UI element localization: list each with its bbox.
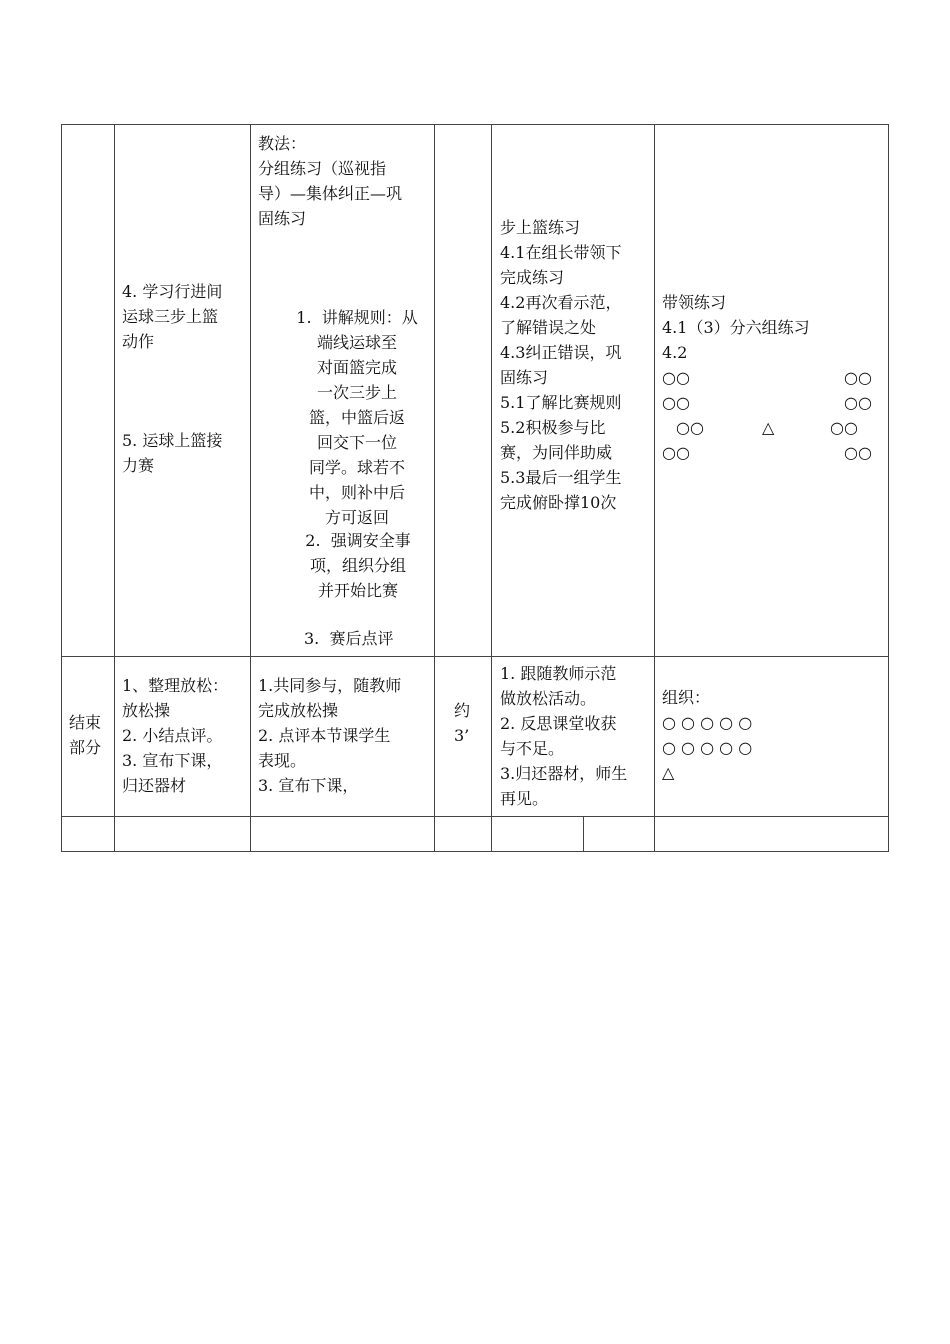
text-line: 4.1在组长带领下 bbox=[500, 243, 622, 262]
text-line: 5.2积极参与比 bbox=[500, 418, 606, 437]
formation-row: ○ ○ ○ ○ ○ bbox=[662, 713, 753, 732]
text-line: 与不足。 bbox=[500, 739, 565, 758]
ending-organization bbox=[662, 685, 752, 785]
rule-3 bbox=[304, 626, 393, 651]
text-line: 5. 运球上篮接 bbox=[122, 431, 223, 450]
text-line: 组织： bbox=[662, 688, 711, 707]
column-divider bbox=[654, 124, 655, 851]
text-line: 完成练习 bbox=[500, 268, 565, 287]
formation-pair: ○○ bbox=[662, 443, 690, 462]
text-line: 1. 跟随教师示范 bbox=[500, 664, 617, 683]
row-divider bbox=[61, 656, 889, 657]
text-line: 结束 bbox=[69, 713, 102, 732]
text-line: 导）—集体纠正—巩 bbox=[258, 184, 403, 203]
text-line: 分组练习（巡视指 bbox=[258, 159, 387, 178]
column-divider bbox=[114, 124, 115, 851]
rule-2 bbox=[283, 528, 433, 603]
table-border-right bbox=[888, 124, 889, 851]
text-line: 方可返回 bbox=[324, 508, 389, 527]
text-line: 带领练习 bbox=[662, 293, 727, 312]
text-line: 动作 bbox=[122, 332, 155, 351]
text-line: 4.3纠正错误，巩 bbox=[500, 343, 622, 362]
formation-pair: ○○ bbox=[844, 443, 872, 462]
text-line: 1.共同参与，随教师 bbox=[258, 676, 402, 695]
formation-row: ○ ○ ○ ○ ○ bbox=[662, 738, 753, 757]
text-line: 力赛 bbox=[122, 456, 155, 475]
rule-1 bbox=[273, 305, 441, 530]
student-activity bbox=[500, 215, 621, 515]
text-line: 一次三步上 bbox=[316, 383, 397, 402]
lesson-plan-table bbox=[61, 124, 889, 851]
text-line: 4.1（3）分六组练习 bbox=[662, 318, 810, 337]
topic-item-5 bbox=[122, 428, 222, 478]
text-line: 了解错误之处 bbox=[500, 318, 597, 337]
text-line: 4.2再次看示范， bbox=[500, 293, 622, 312]
text-line: 2. 强调安全事 bbox=[305, 531, 411, 550]
formation-pair: ○○ bbox=[662, 393, 690, 412]
text-line: 固练习 bbox=[500, 368, 549, 387]
text-line: 4. 学习行进间 bbox=[122, 282, 223, 301]
topic-item-4 bbox=[122, 279, 222, 354]
text-line: 5.1了解比赛规则 bbox=[500, 393, 622, 412]
text-line: 运球三步上篮 bbox=[122, 307, 219, 326]
text-line: 做放松活动。 bbox=[500, 689, 597, 708]
text-line: 篮，中篮后返 bbox=[308, 408, 405, 427]
formation-pair: ○○ bbox=[844, 393, 872, 412]
formation-pair: ○○ bbox=[844, 368, 872, 387]
table-border-left bbox=[61, 124, 62, 851]
column-divider-sub bbox=[583, 816, 584, 851]
ending-student bbox=[500, 661, 627, 811]
text-line: 中，则补中后 bbox=[308, 483, 405, 502]
text-line: 并开始比赛 bbox=[317, 581, 398, 600]
table-border-bottom bbox=[61, 851, 889, 852]
teaching-method bbox=[258, 131, 402, 231]
text-line: 2. 反思课堂收获 bbox=[500, 714, 617, 733]
text-line: 部分 bbox=[69, 738, 102, 757]
formation-pair: ○○ bbox=[830, 418, 858, 437]
text-line: 3.归还器材，师生 bbox=[500, 764, 628, 783]
ending-teacher bbox=[258, 673, 401, 798]
text-line: 固练习 bbox=[258, 209, 307, 228]
section-label bbox=[69, 710, 101, 760]
ending-time bbox=[454, 698, 470, 748]
formation-pair: ○○ bbox=[676, 418, 704, 437]
ending-content bbox=[122, 673, 228, 798]
text-line: 表现。 bbox=[258, 751, 307, 770]
text-line: 2. 点评本节课学生 bbox=[258, 726, 391, 745]
table-border-top bbox=[61, 124, 889, 125]
text-line: 3’ bbox=[454, 726, 470, 745]
organization bbox=[662, 290, 810, 365]
teacher-triangle-icon: △ bbox=[662, 763, 675, 782]
text-line: 同学。球若不 bbox=[308, 458, 405, 477]
column-divider bbox=[250, 124, 251, 851]
text-line: 完成俯卧撑10次 bbox=[500, 493, 617, 512]
text-line: 4.2 bbox=[662, 343, 688, 362]
text-line: 步上篮练习 bbox=[500, 218, 581, 237]
text-line: 放松操 bbox=[122, 701, 171, 720]
text-line: 5.3最后一组学生 bbox=[500, 468, 622, 487]
text-line: 1. 讲解规则：从 bbox=[296, 308, 418, 327]
text-line: 教法： bbox=[258, 134, 307, 153]
row-divider bbox=[61, 816, 889, 817]
column-divider bbox=[491, 124, 492, 851]
text-line: 归还器材 bbox=[122, 776, 187, 795]
text-line: 1、整理放松： bbox=[122, 676, 229, 695]
formation-pair: ○○ bbox=[662, 368, 690, 387]
text-line: 3. 宣布下课， bbox=[122, 751, 223, 770]
text-line: 端线运球至 bbox=[316, 333, 397, 352]
text-line: 项，组织分组 bbox=[309, 556, 406, 575]
text-line: 对面篮完成 bbox=[316, 358, 397, 377]
text-line: 3. 赛后点评 bbox=[304, 629, 394, 648]
text-line: 3. 宣布下课， bbox=[258, 776, 359, 795]
text-line: 赛，为同伴助威 bbox=[500, 443, 613, 462]
teacher-triangle-icon: △ bbox=[762, 418, 775, 437]
text-line: 完成放松操 bbox=[258, 701, 339, 720]
text-line: 约 bbox=[454, 701, 471, 720]
text-line: 再见。 bbox=[500, 789, 549, 808]
text-line: 2. 小结点评。 bbox=[122, 726, 223, 745]
text-line: 回交下一位 bbox=[316, 433, 397, 452]
